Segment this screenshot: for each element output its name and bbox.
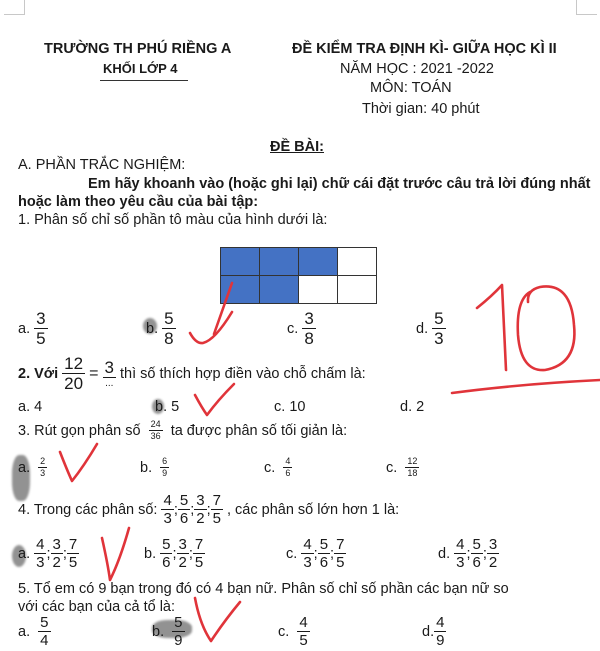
numerator: 4 <box>299 614 308 631</box>
denominator: 2 <box>178 554 187 571</box>
option-label: c. <box>278 623 290 640</box>
numerator: 4 <box>436 614 445 631</box>
numerator: 5 <box>472 536 481 553</box>
denominator: 6 <box>472 554 481 571</box>
option-label: c. <box>274 399 286 415</box>
denominator: 5 <box>36 329 46 348</box>
numerator: 5 <box>164 309 174 328</box>
q3-prefix: 3. Rút gọn phân số <box>18 422 141 439</box>
denominator: 20 <box>64 374 84 393</box>
denominator: 5 <box>212 510 221 527</box>
numerator: 6 <box>162 456 168 466</box>
option-label: a. <box>18 320 31 337</box>
q3-suffix: ta được phân số tối giản là: <box>170 422 348 439</box>
option-label: b. <box>144 545 157 562</box>
denominator: 9 <box>162 468 168 478</box>
subject: MÔN: TOÁN <box>370 80 452 96</box>
denominator: 36 <box>150 431 161 441</box>
numerator: 4 <box>456 536 465 553</box>
denominator: ... <box>105 377 114 389</box>
denominator: 3 <box>163 510 172 527</box>
denominator: 9 <box>436 632 445 649</box>
school-name: TRƯỜNG TH PHÚ RIỀNG A <box>44 41 232 57</box>
section-a-title: A. PHẦN TRẮC NGHIỆM: <box>18 157 186 173</box>
school-year: NĂM HỌC : 2021 -2022 <box>340 61 494 77</box>
numerator: 5 <box>162 536 171 553</box>
q2-prefix: 2. Với <box>18 365 59 382</box>
numerator: 4 <box>303 536 312 553</box>
denominator: 6 <box>319 554 329 571</box>
numerator: 24 <box>150 419 161 429</box>
exam-title: ĐỀ KIỂM TRA ĐỊNH KÌ- GIỮA HỌC KÌ II <box>292 41 557 57</box>
q4-option-d[interactable]: d. $\frac{4}{3}$ ; $\frac{5}{6}$ ; $\frac{3}{2}$ <box>438 536 498 571</box>
option-label: b. <box>155 399 168 415</box>
numerator: 3 <box>178 536 187 553</box>
numerator: 12 <box>64 354 84 373</box>
q4-text: 4. Trong các phân số: $\frac{4}{3}$ ; $\frac{5}{6}$ ; $\frac{3}{2}$ ; $\frac{7}{5}$ , các phân số lớn hơn 1 là: <box>18 492 400 527</box>
denominator: 18 <box>407 468 418 478</box>
numerator: 3 <box>104 357 114 377</box>
checkmark-icon <box>60 444 97 481</box>
option-label: d. <box>422 623 435 640</box>
denominator: 2 <box>488 554 498 571</box>
denominator: 3 <box>434 329 444 348</box>
denominator: 8 <box>164 329 174 348</box>
numerator: 4 <box>285 456 291 466</box>
option-label: d. <box>416 320 429 337</box>
numerator: 5 <box>40 614 49 631</box>
option-label: a. <box>18 623 31 640</box>
de-bai-heading: ĐỀ BÀI: <box>270 139 324 155</box>
q1-text: 1. Phân số chỉ số phần tô màu của hình dưới là: <box>18 212 328 228</box>
option-label: d. <box>400 399 413 415</box>
q4-prefix: 4. Trong các phân số: <box>18 501 158 518</box>
option-label: a. <box>18 545 31 562</box>
q5-line-1: 5. Tổ em có 9 bạn trong đó có 4 bạn nữ. Phân số chỉ số phần các bạn nữ so <box>18 581 509 597</box>
denominator: 6 <box>285 468 291 478</box>
score-digit-1 <box>477 285 506 370</box>
numerator: 4 <box>36 536 45 553</box>
exam-time: Thời gian: 40 phút <box>362 101 480 117</box>
option-label: a. <box>18 459 31 476</box>
option-label: c. <box>264 459 276 476</box>
q4-option-b[interactable]: b. $\frac{5}{6}$ ; $\frac{3}{2}$ ; $\frac{7}{5}$ <box>144 536 204 571</box>
denominator: 3 <box>36 554 45 571</box>
numerator: 3 <box>36 309 46 328</box>
instruction-line-1: Em hãy khoanh vào (hoặc ghi lại) chữ cái đặt trước câu trả lời đúng nhất <box>88 176 591 192</box>
denominator: 3 <box>456 554 465 571</box>
equals-sign: = <box>89 364 99 382</box>
option-value: 10 <box>289 399 306 415</box>
numerator: 7 <box>68 536 78 553</box>
option-label: d. <box>438 545 451 562</box>
checkmark-icon <box>102 528 129 580</box>
numerator: 3 <box>488 536 498 553</box>
denominator: 3 <box>40 468 46 478</box>
checkmark-icon <box>195 384 234 415</box>
option-label: a. <box>18 399 31 415</box>
numerator: 7 <box>194 536 204 553</box>
denominator: 2 <box>196 510 205 527</box>
numerator: 5 <box>179 492 189 509</box>
numerator: 5 <box>319 536 329 553</box>
checkmark-icon <box>195 598 240 641</box>
instruction-line-2: hoặc làm theo yêu cầu của bài tập: <box>18 194 259 210</box>
option-label: c. <box>386 459 398 476</box>
denominator: 8 <box>304 329 314 348</box>
denominator: 5 <box>299 632 308 649</box>
denominator: 5 <box>68 554 78 571</box>
numerator: 5 <box>434 309 444 328</box>
numerator: 3 <box>304 309 314 328</box>
option-value: 5 <box>171 399 180 415</box>
option-value: 4 <box>34 399 43 415</box>
grade-label: KHỐI LỚP 4 <box>103 61 178 76</box>
option-label: b. <box>146 320 159 337</box>
denominator: 2 <box>52 554 61 571</box>
numerator: 5 <box>174 614 183 631</box>
q4-option-a[interactable]: a. $\frac{4}{3}$ ; $\frac{3}{2}$ ; $\frac{7}{5}$ <box>18 536 78 571</box>
score-underline <box>452 380 600 393</box>
denominator: 5 <box>194 554 204 571</box>
numerator: 7 <box>212 492 221 509</box>
denominator: 9 <box>174 632 183 649</box>
checkmark-icon <box>190 312 232 343</box>
q2-suffix: thì số thích hợp điền vào chỗ chấm là: <box>120 365 366 382</box>
numerator: 4 <box>163 492 172 509</box>
denominator: 4 <box>40 632 49 649</box>
score-digit-0 <box>518 286 575 370</box>
numerator: 3 <box>52 536 61 553</box>
option-label: c. <box>287 320 299 337</box>
q4-suffix: , các phân số lớn hơn 1 là: <box>226 501 400 518</box>
numerator: 3 <box>196 492 205 509</box>
denominator: 5 <box>336 554 345 571</box>
denominator: 3 <box>303 554 312 571</box>
option-label: c. <box>286 545 298 562</box>
denominator: 6 <box>179 510 189 527</box>
q4-option-c[interactable]: c. $\frac{4}{3}$ ; $\frac{5}{6}$ ; $\frac{7}{5}$ <box>286 536 345 571</box>
numerator: 2 <box>40 456 46 466</box>
option-label: b. <box>152 623 165 640</box>
denominator: 6 <box>162 554 171 571</box>
option-label: b. <box>140 459 153 476</box>
q5-line-2: với các bạn của cả tổ là: <box>18 599 176 615</box>
option-value: 2 <box>416 399 425 415</box>
numerator: 7 <box>336 536 345 553</box>
numerator: 12 <box>407 456 418 466</box>
